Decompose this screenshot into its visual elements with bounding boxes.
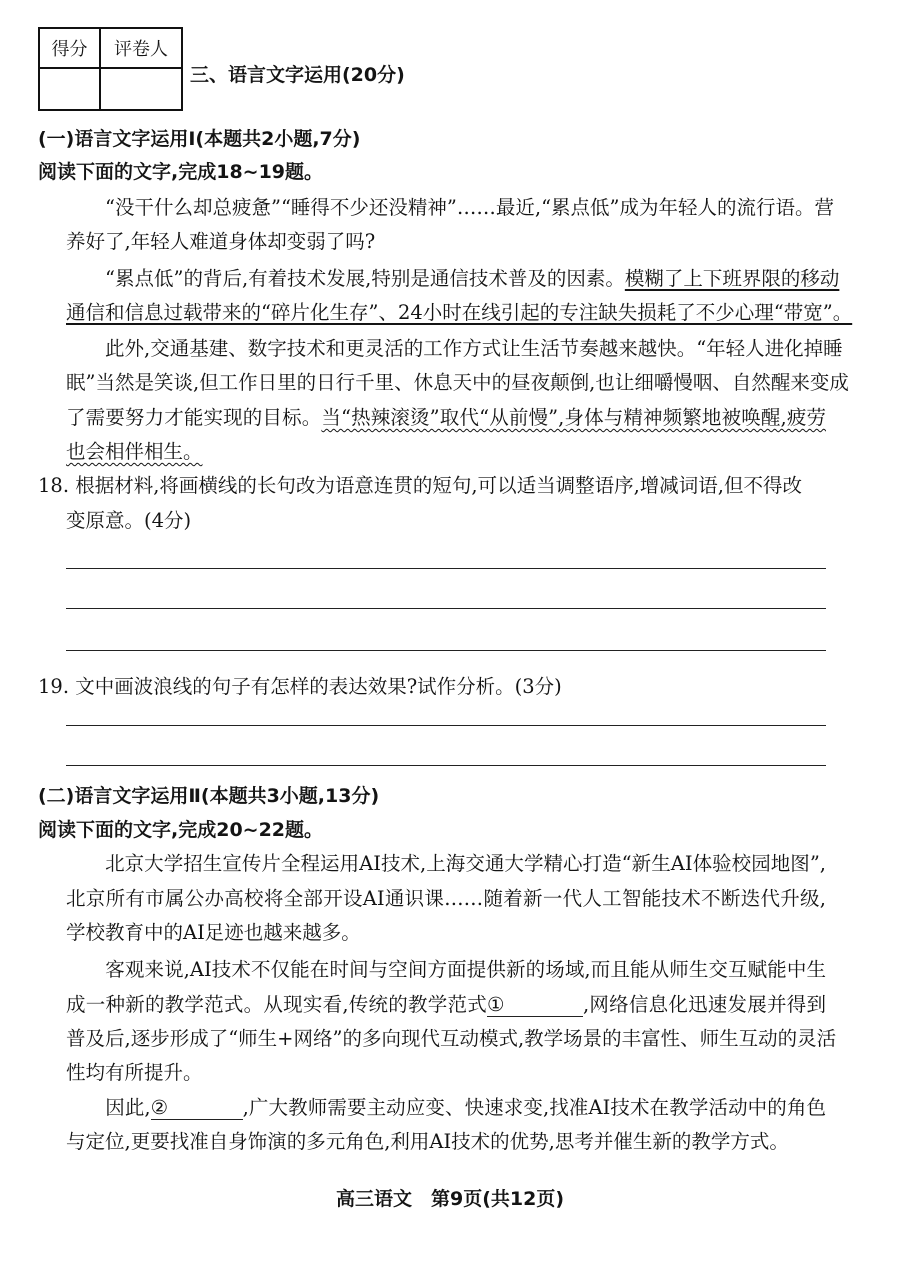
score-header: 得分 xyxy=(39,28,100,68)
question-18-line1: 18. 根据材料,将画横线的长句改为语意连贯的短句,可以适当调整语序,增减词语,但不得改 xyxy=(38,474,803,497)
passage-line xyxy=(66,1126,826,1153)
passage-text: 了需要努力才能实现的目标。 xyxy=(66,406,322,429)
passage-line xyxy=(66,848,826,875)
question-18-line2: 变原意。(4分) xyxy=(66,509,192,532)
passage-text: ,广大教师需要主动应变、快速求变,找准AI技术在教学活动中的角色 xyxy=(242,1096,826,1119)
passage-text: “累点低”的背后,有着技术发展,特别是通信技术普及的因素。 xyxy=(66,267,625,290)
passage-text: 客观来说,AI技术不仅能在时间与空间方面提供新的场域,而且能从师生交互赋能中生 xyxy=(66,958,826,981)
wavy-underlined-sentence: 也会相伴相生。 xyxy=(66,440,203,463)
passage-text: 因此, xyxy=(66,1096,151,1119)
underlined-sentence: 模糊了上下班界限的移动 xyxy=(624,267,840,290)
passage-text: 学校教育中的AI足迹也越来越多。 xyxy=(66,921,361,944)
passage-line xyxy=(66,1023,837,1050)
passage-text: 此外,交通基建、数字技术和更灵活的工作方式让生活节奏越来越快。“年轻人进化掉睡 xyxy=(66,337,843,360)
section-title: 三、语言文字运用(20分) xyxy=(190,64,405,86)
answer-line[interactable] xyxy=(66,608,826,609)
passage-line xyxy=(66,226,826,253)
passage-text: 养好了,年轻人难道身体却变弱了吗? xyxy=(66,230,376,253)
answer-line[interactable] xyxy=(66,568,826,569)
score-table xyxy=(38,27,183,111)
passage-line xyxy=(66,402,826,429)
passage-text: 性均有所提升。 xyxy=(66,1061,203,1084)
part1-heading: (一)语言文字运用Ⅰ(本题共2小题,7分) xyxy=(38,128,361,150)
passage-text: 普及后,逐步形成了“师生+网络”的多向现代互动模式,教学场景的丰富性、师生互动的灵活 xyxy=(66,1027,837,1050)
passage-text: “没干什么却总疲惫”“睡得不少还没精神”……最近,“累点低”成为年轻人的流行语。营 xyxy=(66,196,835,219)
passage-text: 北京大学招生宣传片全程运用AI技术,上海交通大学精心打造“新生AI体验校园地图”, xyxy=(66,852,826,875)
passage-line xyxy=(66,883,826,910)
passage-line xyxy=(66,436,826,463)
underlined-sentence: 通信和信息过载带来的“碎片化生存”、24小时在线引起的专注缺失损耗了不少心理“带宽”。 xyxy=(66,301,853,324)
passage-text: ,网络信息化迅速发展并得到 xyxy=(582,993,826,1016)
passage-line xyxy=(66,954,826,981)
passage-text: 与定位,更要找准自身饰演的多元角色,利用AI技术的优势,思考并催生新的教学方式。 xyxy=(66,1130,789,1153)
question-19: 19. 文中画波浪线的句子有怎样的表达效果?试作分析。(3分) xyxy=(38,675,562,698)
grader-header: 评卷人 xyxy=(100,28,182,68)
passage-line xyxy=(66,297,853,324)
part2-instruction: 阅读下面的文字,完成20~22题。 xyxy=(38,819,324,841)
wavy-underlined-sentence: 当“热辣滚烫”取代“从前慢”,身体与精神频繁地被唤醒,疲劳 xyxy=(321,406,826,429)
passage-line xyxy=(66,263,840,290)
passage-line xyxy=(66,917,826,944)
answer-line[interactable] xyxy=(66,725,826,726)
passage-text: 眠”当然是笑谈,但工作日里的日行千里、休息天中的昼夜颠倒,也让细嚼慢咽、自然醒来变成 xyxy=(66,371,849,394)
answer-line[interactable] xyxy=(66,765,826,766)
passage-line xyxy=(66,989,826,1016)
passage-text: 北京所有市属公办高校将全部开设AI通识课……随着新一代人工智能技术不断迭代升级, xyxy=(66,887,826,910)
passage-line xyxy=(66,333,843,360)
score-cell[interactable] xyxy=(39,68,100,110)
fill-in-blank[interactable]: ② xyxy=(151,1096,243,1120)
grader-cell[interactable] xyxy=(100,68,182,110)
part1-instruction: 阅读下面的文字,完成18~19题。 xyxy=(38,161,324,183)
fill-in-blank[interactable]: ① xyxy=(487,993,583,1017)
page-footer: 高三语文 第9页(共12页) xyxy=(335,1188,565,1210)
answer-line[interactable] xyxy=(66,650,826,651)
passage-line xyxy=(66,367,849,394)
passage-line xyxy=(66,1057,826,1084)
passage-line xyxy=(66,192,835,219)
part2-heading: (二)语言文字运用Ⅱ(本题共3小题,13分) xyxy=(38,785,380,807)
passage-line xyxy=(66,1092,826,1119)
passage-text: 成一种新的教学范式。从现实看,传统的教学范式 xyxy=(66,993,487,1016)
